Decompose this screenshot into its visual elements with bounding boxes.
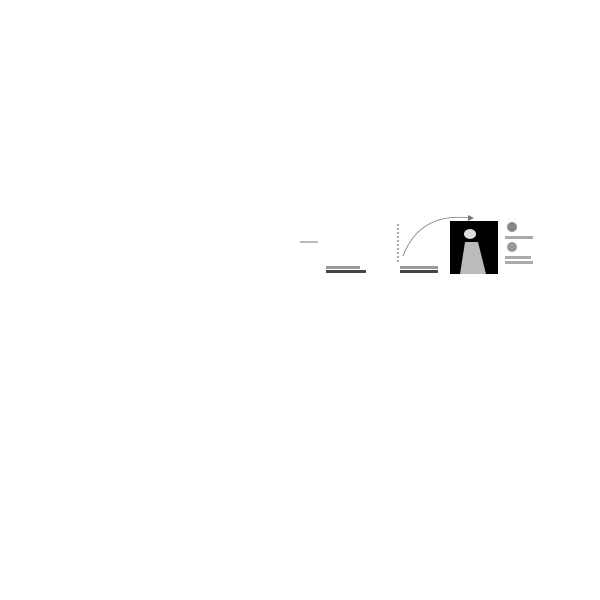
face-emoji-icon-2 <box>507 242 517 252</box>
axis-label-placeholder <box>300 241 318 243</box>
label-placeholder <box>326 266 360 269</box>
label-placeholder <box>505 236 533 239</box>
figure-1 <box>300 212 540 274</box>
label-placeholder <box>326 270 366 273</box>
label-placeholder <box>505 256 531 259</box>
photo-person-head <box>464 229 476 239</box>
arrow-head-icon <box>468 215 474 221</box>
label-placeholder <box>400 266 438 269</box>
label-placeholder <box>505 261 533 264</box>
label-placeholder <box>400 270 438 273</box>
face-emoji-icon <box>507 222 517 232</box>
